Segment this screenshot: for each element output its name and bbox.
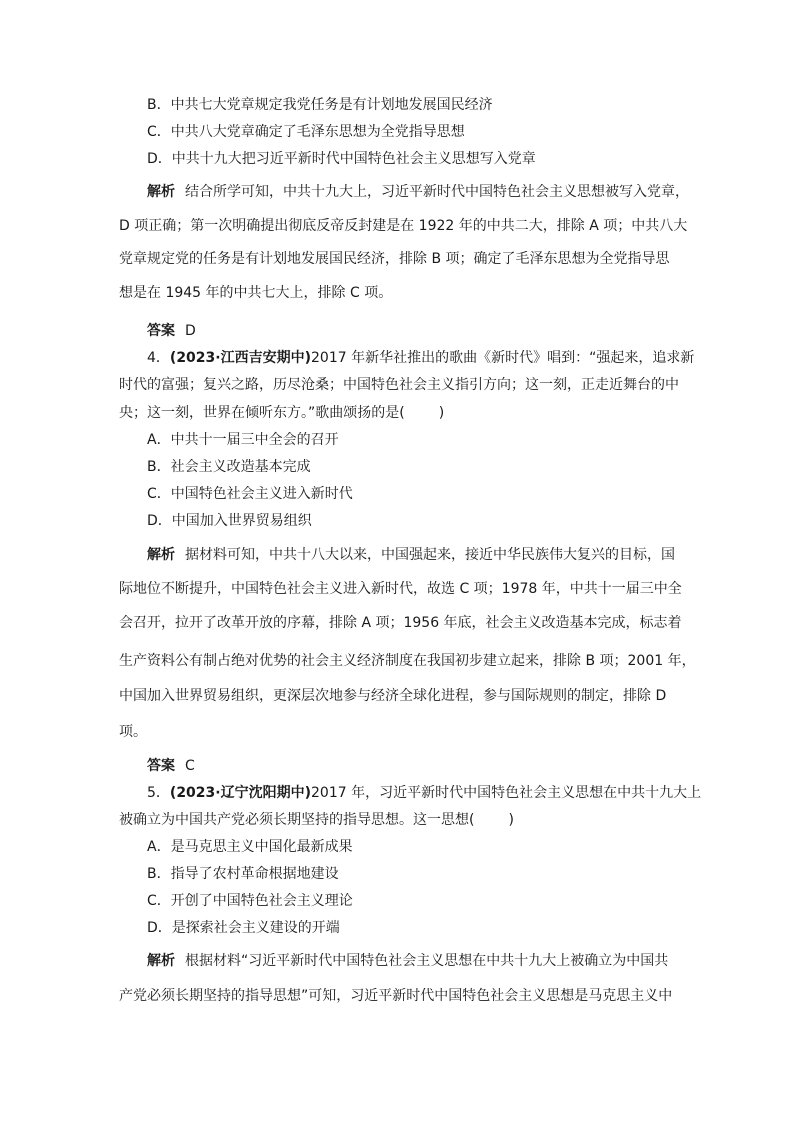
- q4-option-d: D．中国加入世界贸易组织: [147, 513, 312, 529]
- q5-stem-text: 被确立为中国共产党必须长期坚持的指导思想。这一思想(: [119, 812, 475, 828]
- q5-analysis-label: 解析: [147, 953, 175, 969]
- q5-number: 5．: [147, 785, 170, 801]
- q5-stem-line: [119, 810, 514, 830]
- q4-stem-line: [119, 403, 444, 423]
- q4-analysis-line: 际地位不断提升，中国特色社会主义进入新时代，故选 C 项；1978 年，中共十一届三中全: [119, 581, 682, 597]
- q4-answer: [147, 756, 195, 776]
- q3-option-c: C．中共八大党章确定了毛泽东思想为全党指导思想: [147, 124, 465, 140]
- q3-analysis-line: 党章规定党的任务是有计划地发展国民经济，排除 B 项；确定了毛泽东思想为全党指导思: [119, 251, 670, 267]
- q4-option-c: C．中国特色社会主义进入新时代: [147, 486, 353, 502]
- q5-analysis-line: [147, 951, 668, 971]
- q3-option-d: D．中共十九大把习近平新时代中国特色社会主义思想写入党章: [147, 151, 536, 167]
- q3-answer: [147, 321, 196, 341]
- q4-analysis-line: 生产资料公有制占绝对优势的社会主义经济制度在我国初步建立起来，排除 B 项；2001 年，: [119, 653, 696, 669]
- q3-analysis-line: D 项正确；第一次明确提出彻底反帝反封建是在 1922 年的中共二大，排除 A 项；中共八大: [119, 218, 688, 234]
- q5-stem-text: 2017 年，习近平新时代中国特色社会主义思想在中共十九大上: [311, 785, 702, 801]
- q5-analysis-line: 产党必须长期坚持的指导思想”可知，习近平新时代中国特色社会主义思想是马克思主义中: [119, 988, 673, 1004]
- q4-answer-value: C: [185, 758, 195, 774]
- q4-source: (2023·江西吉安期中): [169, 350, 312, 366]
- q3-analysis-line: 想是在 1945 年的中共七大上，排除 C 项。: [119, 285, 393, 301]
- q3-analysis-line: [147, 182, 689, 202]
- q3-analysis-text: 结合所学可知，中共十九大上，习近平新时代中国特色社会主义思想被写入党章，: [185, 184, 689, 200]
- q4-stem-text: 2017 年新华社推出的歌曲《新时代》唱到：“强起来，追求新: [311, 350, 695, 366]
- q4-option-a: A．中共十一届三中全会的召开: [147, 432, 339, 448]
- q4-stem-text: 央；这一刻，世界在倾听东方。”歌曲颂扬的是(: [119, 405, 405, 421]
- q4-answer-label: 答案: [147, 758, 175, 774]
- q4-stem-line: 时代的富强；复兴之路，历尽沧桑；中国特色社会主义指引方向；这一刻，正走近舞台的中: [119, 377, 679, 393]
- q4-analysis-text: 据材料可知，中共十八大以来，中国强起来，接近中华民族伟大复兴的目标，国: [185, 547, 675, 563]
- q3-answer-label: 答案: [147, 323, 175, 339]
- q4-analysis-line: [147, 545, 675, 565]
- q5-stem-close: ): [508, 812, 514, 828]
- q5-option-b: B．指导了农村革命根据地建设: [147, 866, 339, 882]
- q5-source: (2023·辽宁沈阳期中): [169, 785, 312, 801]
- q3-analysis-label: 解析: [147, 184, 175, 200]
- q5-option-c: C．开创了中国特色社会主义理论: [147, 893, 353, 909]
- q3-option-b: B．中共七大党章规定我党任务是有计划地发展国民经济: [147, 97, 493, 113]
- q3-answer-value: D: [185, 323, 196, 339]
- q4-analysis-line: 中国加入世界贸易组织，更深层次地参与经济全球化进程，参与国际规则的制定，排除 D: [119, 688, 667, 704]
- q4-analysis-label: 解析: [147, 547, 175, 563]
- q4-stem-line: [147, 348, 694, 368]
- q5-option-a: A．是马克思主义中国化最新成果: [147, 839, 353, 855]
- q4-analysis-line: 项。: [119, 724, 147, 740]
- q5-analysis-text: 根据材料“习近平新时代中国特色社会主义思想在中共十九大上被确立为中国共: [185, 953, 669, 969]
- q4-stem-close: ): [438, 405, 445, 421]
- q5-option-d: D．是探索社会主义建设的开端: [147, 920, 340, 936]
- q4-analysis-line: 会召开，拉开了改革开放的序幕，排除 A 项；1956 年底，社会主义改造基本完成，标志着: [119, 615, 682, 631]
- q5-stem-line: [147, 783, 701, 803]
- q4-option-b: B．社会主义改造基本完成: [147, 459, 311, 475]
- q4-number: 4．: [147, 350, 170, 366]
